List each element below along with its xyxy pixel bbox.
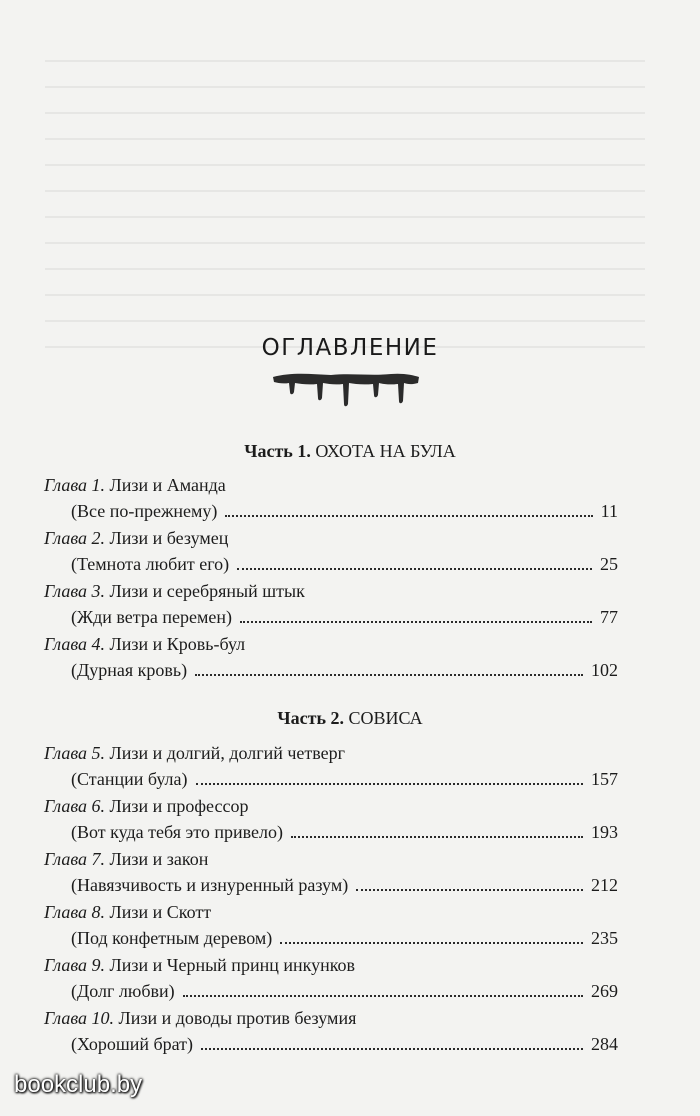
- dot-leader: [195, 674, 583, 676]
- part-2-chapter-list: [44, 740, 618, 1058]
- toc-entry-chapter-5[interactable]: [44, 740, 618, 793]
- chapter-title: Лизи и Черный принц инкунков: [109, 955, 356, 975]
- page-number: 102: [591, 660, 618, 680]
- chapter-label: Глава 2.: [44, 528, 106, 548]
- toc-entry-chapter-7[interactable]: [44, 846, 618, 899]
- page-number: 77: [600, 607, 618, 627]
- toc-entry-chapter-9[interactable]: [44, 952, 618, 1005]
- chapter-subtitle: (Станции була): [71, 769, 188, 789]
- dot-leader: [356, 889, 583, 891]
- dot-leader: [196, 783, 583, 785]
- chapter-label: Глава 5.: [44, 743, 106, 763]
- dot-leader: [183, 995, 583, 997]
- page-number: 212: [591, 875, 618, 895]
- chapter-label: Глава 1.: [44, 475, 106, 495]
- dot-leader: [291, 836, 583, 838]
- chapter-title: Лизи и доводы против безумия: [118, 1008, 357, 1028]
- page-number: 269: [591, 981, 618, 1001]
- chapter-subtitle: (Дурная кровь): [71, 660, 188, 680]
- toc-title: ОГЛАВЛЕНИЕ: [261, 335, 439, 361]
- site-watermark: bookclub.by: [14, 1071, 143, 1098]
- chapter-title: Лизи и Кровь-бул: [109, 634, 246, 654]
- dot-leader: [201, 1048, 583, 1050]
- toc-entry-chapter-6[interactable]: [44, 793, 618, 846]
- chapter-subtitle: (Жди ветра перемен): [71, 607, 232, 627]
- toc-entry-chapter-2[interactable]: [44, 525, 618, 578]
- toc-entry-chapter-4[interactable]: [44, 631, 618, 684]
- dot-leader: [237, 568, 592, 570]
- page-number: 284: [591, 1034, 618, 1054]
- chapter-label: Глава 4.: [44, 634, 106, 654]
- part-1-label: Часть 1.: [244, 441, 311, 461]
- page-number: 157: [591, 769, 618, 789]
- dot-leader: [280, 942, 583, 944]
- page-number: 193: [591, 822, 618, 842]
- chapter-label: Глава 6.: [44, 796, 106, 816]
- toc-entry-chapter-8[interactable]: [44, 899, 618, 952]
- page-number: 11: [600, 501, 618, 521]
- toc-entry-chapter-1[interactable]: [44, 472, 618, 525]
- chapter-label: Глава 10.: [44, 1008, 115, 1028]
- show-through-text: [45, 40, 645, 370]
- chapter-label: Глава 3.: [44, 581, 106, 601]
- chapter-subtitle: (Темнота любит его): [71, 554, 230, 574]
- part-1-chapter-list: [44, 472, 618, 684]
- chapter-label: Глава 8.: [44, 902, 106, 922]
- chapter-subtitle: (Под конфетным деревом): [71, 928, 273, 948]
- chapter-title: Лизи и долгий, долгий четверг: [109, 743, 346, 763]
- chapter-subtitle: (Вот куда тебя это привело): [71, 822, 283, 842]
- chapter-subtitle: (Хороший брат): [71, 1034, 194, 1054]
- part-1-title: ОХОТА НА БУЛА: [315, 441, 456, 461]
- part-2-label: Часть 2.: [277, 708, 344, 728]
- part-2-heading: [0, 708, 700, 729]
- ink-drip-ornament-icon: [271, 371, 421, 407]
- chapter-subtitle: (Все по-прежнему): [71, 501, 218, 521]
- chapter-label: Глава 9.: [44, 955, 106, 975]
- dot-leader: [240, 621, 592, 623]
- chapter-subtitle: (Долг любви): [71, 981, 175, 1001]
- page-number: 235: [591, 928, 618, 948]
- chapter-title: Лизи и безумец: [109, 528, 229, 548]
- page-number: 25: [600, 554, 618, 574]
- chapter-title: Лизи и закон: [109, 849, 209, 869]
- dot-leader: [225, 515, 592, 517]
- part-1-heading: [0, 441, 700, 462]
- chapter-subtitle: (Навязчивость и изнуренный разум): [71, 875, 349, 895]
- chapter-title: Лизи и профессор: [109, 796, 249, 816]
- toc-entry-chapter-10[interactable]: [44, 1005, 618, 1058]
- toc-entry-chapter-3[interactable]: [44, 578, 618, 631]
- part-2-title: СОВИСА: [348, 708, 423, 728]
- chapter-label: Глава 7.: [44, 849, 106, 869]
- chapter-title: Лизи и Скотт: [109, 902, 212, 922]
- chapter-title: Лизи и Аманда: [109, 475, 226, 495]
- chapter-title: Лизи и серебряный штык: [109, 581, 305, 601]
